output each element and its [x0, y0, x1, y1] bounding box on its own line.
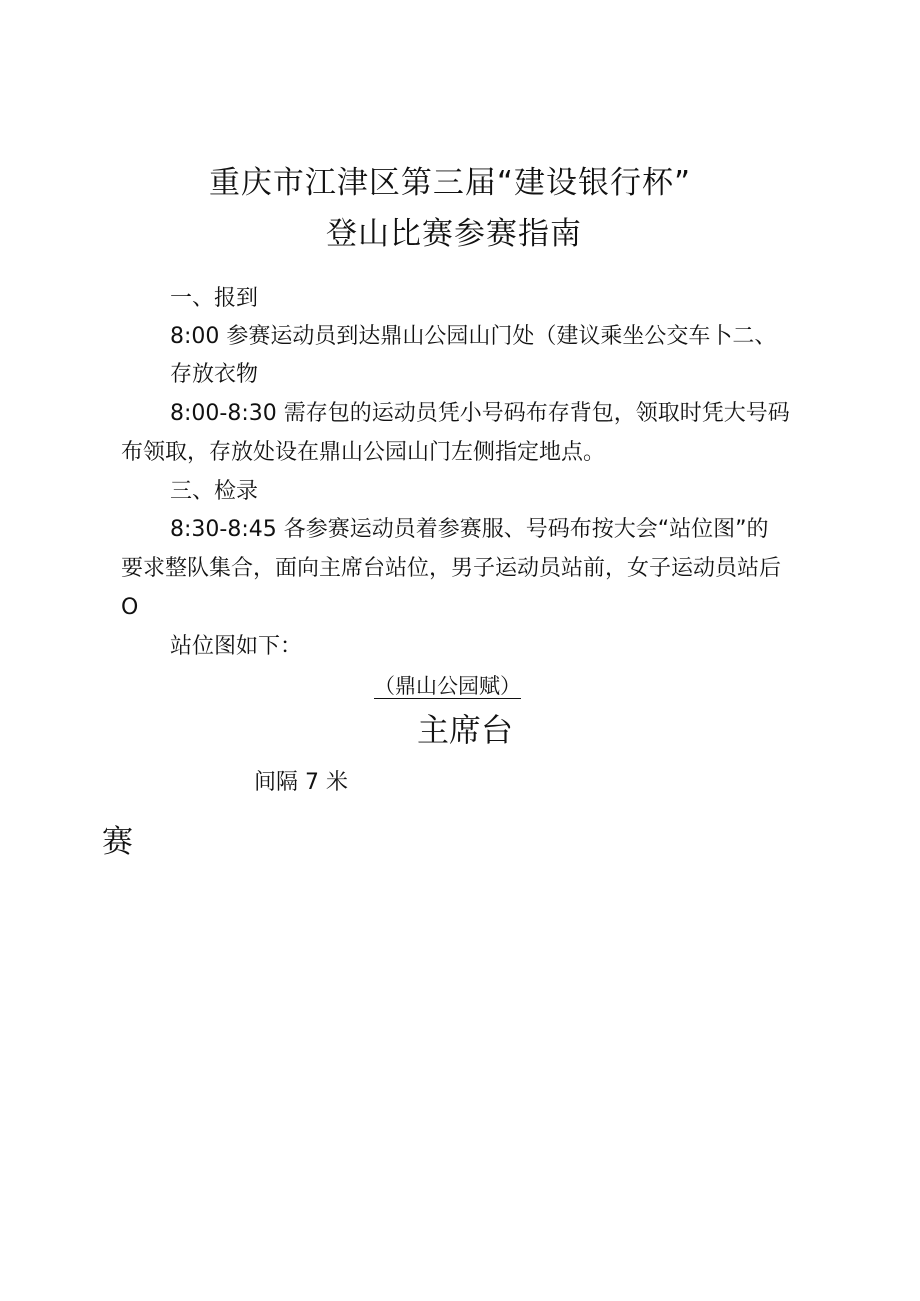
diagram-side-label: 赛: [102, 824, 133, 860]
inspection-text-line3: O: [121, 595, 139, 620]
document-title-line1: 重庆市江津区第三届“建设银行杯”: [208, 165, 692, 201]
document-title-line2: 登山比赛参赛指南: [326, 216, 582, 252]
diagram-caption: （鼎山公园赋）: [374, 674, 521, 698]
storage-text-line2: 布领取，存放处设在鼎山公园山门左侧指定地点。: [121, 440, 606, 465]
inspection-text-line1: 8:30-8:45 各参赛运动员着参赛服、号码布按大会“站位图”的: [170, 517, 769, 542]
storage-text-line1: 8:00-8:30 需存包的运动员凭小号码布存背包，领取时凭大号码: [170, 401, 790, 426]
position-map-intro: 站位图如下：: [170, 634, 303, 659]
checkin-text: 8:00 参赛运动员到达鼎山公园山门处（建议乘坐公交车卜二、: [170, 324, 777, 349]
section-heading-inspection: 三、检录: [170, 479, 259, 504]
section-heading-checkin: 一、报到: [170, 286, 259, 311]
podium-label: 主席台: [416, 711, 513, 749]
spacing-label: 间隔 7 米: [254, 770, 348, 795]
inspection-text-line2: 要求整队集合，面向主席台站位，男子运动员站前，女子运动员站后: [121, 556, 782, 581]
section-heading-storage: 存放衣物: [170, 362, 259, 387]
